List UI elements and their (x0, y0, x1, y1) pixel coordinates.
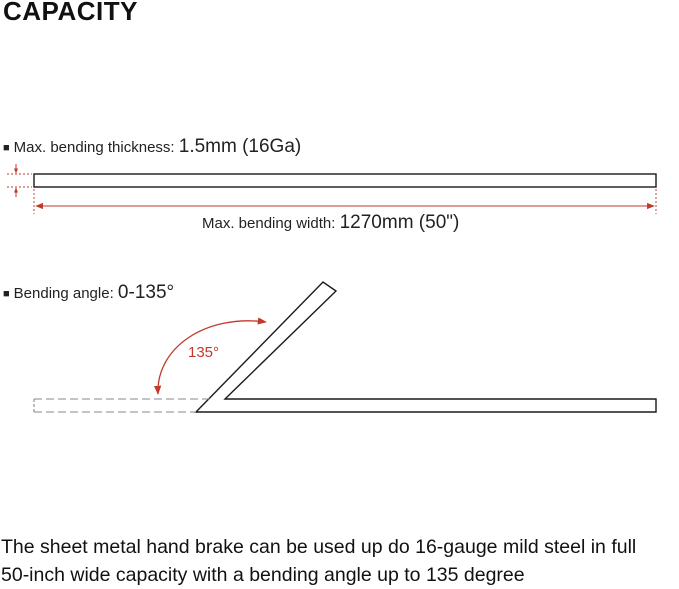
thickness-dimension (7, 164, 32, 197)
bent-sheet (196, 282, 656, 412)
bullet-icon: ■ (3, 288, 10, 300)
angle-arc-label: 135° (188, 344, 220, 361)
thickness-value: 1.5mm (16Ga) (178, 136, 302, 157)
description-line-1: The sheet metal hand brake can be used up do 16-gauge mild steel in full (1, 536, 637, 558)
section-title: CAPACITY (3, 0, 138, 26)
angle-value: 0-135° (117, 282, 175, 303)
thickness-label: Max. bending thickness: (13, 139, 175, 156)
description (1, 533, 679, 589)
bullet-icon: ■ (3, 142, 10, 154)
angle-label: Bending angle: (13, 285, 114, 302)
description-line-2: 50-inch wide capacity with a bending angle up to 135 degree (1, 564, 525, 586)
original-position-outline (34, 399, 212, 412)
sheet-bar (34, 174, 656, 187)
width-value: 1270mm (50") (339, 212, 460, 233)
width-dimension (34, 189, 656, 214)
width-label: Max. bending width: (202, 215, 336, 232)
